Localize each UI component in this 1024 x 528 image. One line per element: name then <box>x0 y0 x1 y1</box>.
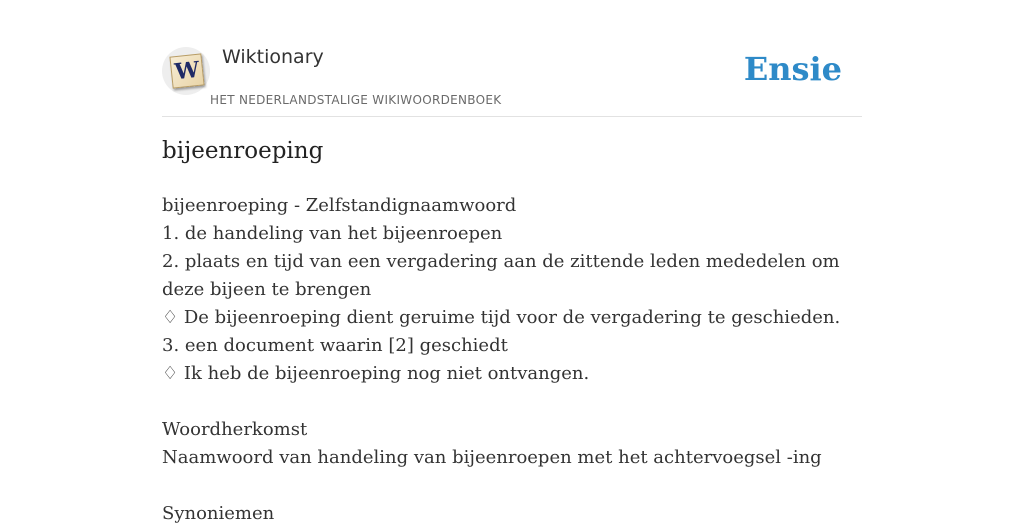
site-header <box>162 0 862 117</box>
synonyms-heading: Synoniemen <box>162 503 275 524</box>
logo-tile <box>169 53 204 88</box>
example-3: ♢ Ik heb de bijeenroeping nog niet ontvangen. <box>162 363 590 384</box>
ensie-brand-link[interactable]: Ensie <box>743 50 842 88</box>
site-name-link[interactable]: Wiktionary <box>222 46 324 68</box>
example-2: ♢ De bijeenroeping dient geruime tijd voor de vergadering te geschieden. <box>162 307 841 328</box>
page-title: bijeenroeping <box>162 138 324 164</box>
definition-3: 3. een document waarin [2] geschiedt <box>162 335 508 356</box>
page <box>162 0 862 524</box>
spacer <box>162 472 862 500</box>
logo-letter: W <box>173 56 201 86</box>
entry-content <box>162 192 862 528</box>
definition-2: 2. plaats en tijd van een vergadering aan de zittende leden mededelen om deze bijeen te brengen <box>162 251 840 300</box>
etymology-heading: Woordherkomst <box>162 419 308 440</box>
entry-heading: bijeenroeping - Zelfstandignaamwoord <box>162 195 517 216</box>
etymology-text: Naamwoord van handeling van bijeenroepen met het achtervoegsel -ing <box>162 447 822 468</box>
wiktionary-logo-icon[interactable] <box>162 47 210 95</box>
spacer <box>162 388 862 416</box>
definition-1: 1. de handeling van het bijeenroepen <box>162 223 503 244</box>
site-tagline: HET NEDERLANDSTALIGE WIKIWOORDENBOEK <box>210 93 502 107</box>
